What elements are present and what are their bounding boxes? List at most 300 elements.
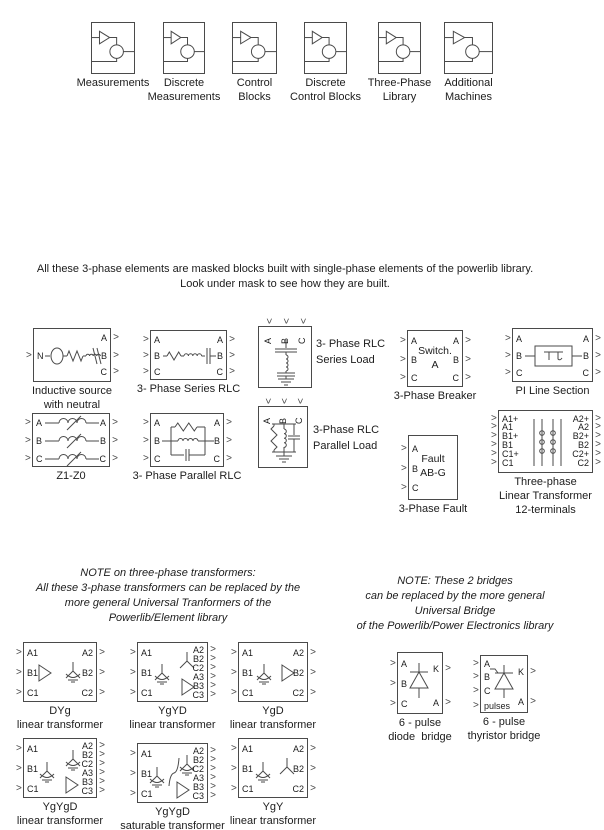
port-label: C (412, 483, 419, 493)
input-port-chevron-icon: > (390, 658, 396, 669)
input-port-chevron-icon: > (231, 687, 237, 698)
port-label: C (154, 367, 161, 377)
output-port-chevron-icon: > (210, 671, 216, 682)
block-six-pulse-diode-bridge[interactable] (390, 652, 451, 714)
block-label-line: PI Line Section (515, 385, 590, 397)
input-port-chevron-icon: > (400, 354, 406, 365)
top-input-port-chevron-icon: > (279, 318, 291, 324)
block-label-line: thyristor bridge (467, 730, 541, 742)
block-label-line: YgYgD (155, 806, 190, 818)
input-port-chevron-icon: > (231, 763, 237, 774)
block-label-line: 3- Phase RLC (316, 338, 386, 350)
port-label: B3 (192, 681, 204, 691)
note-line: NOTE on three-phase transformers: (80, 567, 256, 579)
input-port-chevron-icon: > (473, 700, 479, 711)
port-label: C (411, 373, 418, 383)
port-label: B (582, 351, 589, 361)
block-label-line: Discrete (305, 77, 346, 89)
block-ygd-linear-transformer[interactable] (231, 642, 316, 702)
note-line: can be replaced by the more general (365, 590, 545, 602)
port-label: A2 (81, 648, 93, 658)
block-label-line: Inductive source (31, 385, 113, 397)
input-port-chevron-icon: > (16, 763, 22, 774)
output-port-chevron-icon: > (99, 785, 105, 796)
input-port-chevron-icon: > (130, 667, 136, 678)
io-symbol (164, 23, 206, 75)
port-label: A2 (192, 746, 204, 756)
block-three-phase-fault[interactable] (401, 435, 458, 500)
input-port-chevron-icon: > (130, 788, 136, 799)
output-port-chevron-icon: > (310, 763, 316, 774)
port-label: C1 (242, 784, 254, 794)
port-label: B (36, 436, 43, 446)
intro-line-1: All these 3-phase elements are masked blocks built with single-phase elements of the powerlib library. (36, 263, 534, 275)
input-port-chevron-icon: > (16, 687, 22, 698)
top-input-port-chevron-icon: > (293, 398, 305, 404)
output-port-chevron-icon: > (595, 350, 601, 361)
block-label (394, 76, 544, 104)
port-label: A (100, 333, 107, 343)
port-label: A2 (292, 648, 304, 658)
input-port-chevron-icon: > (25, 435, 31, 446)
input-port-chevron-icon: > (473, 685, 479, 696)
output-port-chevron-icon: > (310, 667, 316, 678)
block-label-line: Series Load (316, 354, 375, 366)
port-label: A2 (292, 744, 304, 754)
block-label-line: Measurements (147, 91, 221, 103)
output-port-chevron-icon: > (595, 421, 601, 432)
port-label: A (263, 337, 273, 344)
port-label: C (100, 367, 107, 377)
port-label: C2 (81, 759, 93, 769)
io-symbol (445, 23, 494, 75)
port-label: B (516, 351, 523, 361)
input-port-chevron-icon: > (16, 667, 22, 678)
input-port-chevron-icon: > (16, 743, 22, 754)
block-label (198, 704, 348, 732)
output-port-chevron-icon: > (465, 335, 471, 346)
output-port-chevron-icon: > (210, 745, 216, 756)
output-port-chevron-icon: > (113, 366, 119, 377)
port-label: A (582, 334, 589, 344)
block-three-phase-linear-transformer-12-terminals[interactable] (491, 410, 601, 473)
port-label: C (582, 368, 589, 378)
block-library-control-blocks[interactable] (232, 22, 277, 74)
top-input-port-chevron-icon: > (296, 318, 308, 324)
input-port-chevron-icon: > (143, 366, 149, 377)
block-label-line: Machines (444, 91, 493, 103)
block-label (478, 384, 604, 398)
port-label: B (412, 464, 419, 474)
output-port-chevron-icon: > (210, 790, 216, 801)
block-label-line: linear transformer (16, 719, 104, 731)
port-label: C2 (81, 688, 93, 698)
port-label: B2 (292, 764, 304, 774)
top-input-port-chevron-icon: > (277, 398, 289, 404)
block-label-line: linear transformer (229, 815, 317, 827)
port-label: C (99, 454, 106, 464)
input-port-chevron-icon: > (143, 417, 149, 428)
block-label-line: YgYD (158, 705, 187, 717)
port-label: A2+ (572, 414, 589, 424)
block-label-line: 6 - pulse (398, 717, 442, 729)
input-port-chevron-icon: > (491, 439, 497, 450)
port-label: C2+ (572, 449, 589, 459)
port-label: C2 (192, 764, 204, 774)
block-label (429, 715, 579, 743)
output-port-chevron-icon: > (310, 783, 316, 794)
port-label: A (262, 417, 272, 424)
block-label-line: Parallel Load (313, 440, 378, 452)
input-port-chevron-icon: > (231, 667, 237, 678)
output-port-chevron-icon: > (99, 776, 105, 787)
input-port-chevron-icon: > (143, 350, 149, 361)
input-port-chevron-icon: > (401, 482, 407, 493)
block-label-line: Control Blocks (290, 91, 361, 103)
port-label: A3 (192, 773, 204, 783)
output-port-chevron-icon: > (210, 680, 216, 691)
output-port-chevron-icon: > (99, 740, 105, 751)
block-ygygd-linear-transformer[interactable] (16, 738, 105, 798)
input-port-chevron-icon: > (143, 435, 149, 446)
block-three-phase-parallel-rlc[interactable] (143, 413, 232, 467)
input-port-chevron-icon: > (505, 367, 511, 378)
block-library-discrete-control-blocks[interactable] (304, 22, 347, 74)
port-label: B (280, 337, 290, 344)
port-label: C1 (141, 688, 153, 698)
block-side-label (313, 422, 379, 454)
output-port-chevron-icon: > (99, 687, 105, 698)
output-port-chevron-icon: > (210, 662, 216, 673)
port-label: C (294, 417, 304, 424)
block-label-line: with neutral (43, 399, 101, 411)
block-label (198, 800, 348, 828)
block-label-line: 6 - pulse (482, 716, 526, 728)
block-six-pulse-thyristor-bridge[interactable] (473, 655, 536, 713)
block-label-line: DYg (49, 705, 71, 717)
block-label-line: 3- Phase Series RLC (136, 383, 241, 395)
port-label: B1 (502, 440, 514, 450)
block-three-phase-series-rlc[interactable] (143, 330, 235, 380)
output-port-chevron-icon: > (595, 333, 601, 344)
port-label: B1 (141, 668, 153, 678)
note-line: Powerlib/Element library (108, 612, 228, 624)
input-port-chevron-icon: > (16, 647, 22, 658)
port-label: A (213, 418, 220, 428)
port-label: C2 (577, 458, 589, 468)
output-port-chevron-icon: > (530, 666, 536, 677)
port-label: B (100, 351, 107, 361)
block-side-label (316, 336, 385, 368)
input-port-chevron-icon: > (400, 335, 406, 346)
block-library-discrete-measurements[interactable] (163, 22, 205, 74)
port-label: B1 (27, 668, 39, 678)
inner-text-line: Switch. (418, 345, 452, 357)
port-label: A (484, 659, 491, 669)
top-input-port-chevron-icon: > (262, 318, 274, 324)
input-port-chevron-icon: > (130, 687, 136, 698)
output-port-chevron-icon: > (310, 647, 316, 658)
output-port-chevron-icon: > (112, 435, 118, 446)
output-port-chevron-icon: > (210, 763, 216, 774)
block-three-phase-rlc-series-load[interactable] (258, 318, 312, 388)
port-label: A3 (192, 672, 204, 682)
block-library-three-phase-library[interactable] (378, 22, 421, 74)
output-port-chevron-icon: > (210, 772, 216, 783)
input-port-chevron-icon: > (16, 783, 22, 794)
block-ygy-linear-transformer[interactable] (231, 738, 316, 798)
port-label: A1 (141, 648, 153, 658)
output-port-chevron-icon: > (465, 354, 471, 365)
port-label: B (213, 436, 220, 446)
block-label-line: 3- Phase Parallel RLC (132, 470, 242, 482)
block-label-line: linear transformer (229, 719, 317, 731)
port-label: B1 (141, 769, 153, 779)
output-port-chevron-icon: > (445, 663, 451, 674)
input-port-chevron-icon: > (390, 698, 396, 709)
port-label: C2 (292, 688, 304, 698)
note-line: Universal Bridge (414, 605, 496, 617)
port-label: C1 (502, 458, 514, 468)
output-port-chevron-icon: > (210, 781, 216, 792)
port-label: C1 (27, 784, 39, 794)
input-port-chevron-icon: > (491, 448, 497, 459)
output-port-chevron-icon: > (595, 430, 601, 441)
inner-text-line: Fault (421, 453, 445, 465)
block-label-line: Control (236, 77, 273, 89)
port-label: A1 (27, 648, 39, 658)
port-label: A (99, 418, 106, 428)
output-port-chevron-icon: > (229, 334, 235, 345)
block-library-additional-machines[interactable] (444, 22, 493, 74)
port-label: B1 (242, 764, 254, 774)
port-label: C1 (27, 688, 39, 698)
port-label: B (401, 679, 408, 689)
output-port-chevron-icon: > (99, 749, 105, 760)
input-port-chevron-icon: > (505, 350, 511, 361)
port-label: B2 (292, 668, 304, 678)
block-label-line: linear transformer (16, 815, 104, 827)
block-label (114, 382, 264, 396)
port-label: A (154, 335, 161, 345)
block-inductive-source-with-neutral[interactable] (26, 328, 119, 382)
port-label: pulses (484, 701, 511, 711)
port-label: C (216, 367, 223, 377)
io-symbol (233, 23, 278, 75)
input-port-chevron-icon: > (26, 350, 32, 361)
port-label: C (297, 337, 307, 344)
port-label: A1 (502, 422, 514, 432)
block-label-line: YgY (262, 801, 284, 813)
block-ygyd-linear-transformer[interactable] (130, 642, 216, 702)
input-port-chevron-icon: > (143, 453, 149, 464)
input-port-chevron-icon: > (401, 443, 407, 454)
output-port-chevron-icon: > (99, 667, 105, 678)
io-symbol (305, 23, 348, 75)
output-port-chevron-icon: > (112, 417, 118, 428)
port-label: C2 (192, 663, 204, 673)
input-port-chevron-icon: > (130, 647, 136, 658)
input-port-chevron-icon: > (231, 783, 237, 794)
port-label: B2 (192, 654, 204, 664)
port-label: A (216, 335, 223, 345)
block-label-line: 3-Phase Breaker (393, 390, 477, 402)
output-port-chevron-icon: > (210, 689, 216, 700)
block-label-line: YgYgD (42, 801, 78, 813)
block-z1-z0[interactable] (25, 413, 118, 467)
port-label: B (411, 355, 418, 365)
port-label: B3 (192, 782, 204, 792)
block-label (112, 469, 262, 483)
port-label: A (401, 659, 408, 669)
output-port-chevron-icon: > (99, 758, 105, 769)
block-pi-line-section[interactable] (505, 328, 601, 382)
port-label: C (516, 368, 523, 378)
port-label: A (516, 334, 523, 344)
input-port-chevron-icon: > (143, 334, 149, 345)
bridges-note (330, 574, 580, 634)
input-port-chevron-icon: > (491, 421, 497, 432)
input-port-chevron-icon: > (130, 768, 136, 779)
top-input-port-chevron-icon: > (261, 398, 273, 404)
port-label: A3 (81, 768, 93, 778)
port-label: B2 (81, 668, 93, 678)
port-label: C3 (192, 690, 204, 700)
note-line: more general Universal Tranformers of the (64, 597, 272, 609)
output-port-chevron-icon: > (210, 653, 216, 664)
port-label: B (154, 436, 161, 446)
output-port-chevron-icon: > (113, 350, 119, 361)
block-label-line: YgD (262, 705, 284, 717)
block-library-measurements[interactable] (91, 22, 135, 74)
block-label-line: Additional (444, 77, 493, 89)
port-label: B (452, 355, 459, 365)
port-label: A1+ (502, 414, 519, 424)
io-symbol (92, 23, 136, 75)
input-port-chevron-icon: > (390, 678, 396, 689)
port-label: A (411, 336, 418, 346)
block-label-line: diode bridge (388, 731, 452, 743)
output-port-chevron-icon: > (595, 457, 601, 468)
port-label: C1 (242, 688, 254, 698)
port-label: B (154, 351, 161, 361)
output-port-chevron-icon: > (99, 647, 105, 658)
note-line: NOTE: These 2 bridges (397, 575, 513, 587)
output-port-chevron-icon: > (465, 372, 471, 383)
block-label-line: saturable transformer (120, 820, 225, 830)
output-port-chevron-icon: > (113, 332, 119, 343)
output-port-chevron-icon: > (595, 367, 601, 378)
output-port-chevron-icon: > (112, 453, 118, 464)
block-label-line: Z1-Z0 (56, 470, 86, 482)
port-label: B1+ (502, 431, 519, 441)
output-port-chevron-icon: > (595, 448, 601, 459)
output-port-chevron-icon: > (210, 644, 216, 655)
port-label: N (37, 351, 44, 361)
input-port-chevron-icon: > (231, 743, 237, 754)
port-label: B (484, 672, 491, 682)
block-label-line: Library (382, 91, 417, 103)
input-port-chevron-icon: > (473, 671, 479, 682)
block-label-line: Measurements (76, 77, 150, 89)
port-label: B1 (242, 668, 254, 678)
output-port-chevron-icon: > (226, 435, 232, 446)
port-label: C (154, 454, 161, 464)
port-label: A (412, 444, 419, 454)
input-port-chevron-icon: > (231, 647, 237, 658)
output-port-chevron-icon: > (310, 687, 316, 698)
note-line: of the Powerlib/Power Electronics library (356, 620, 554, 632)
block-label-line: Three-phase (514, 476, 577, 488)
block-label-line: 3-Phase Fault (398, 503, 468, 515)
input-port-chevron-icon: > (473, 658, 479, 669)
port-label: B2 (577, 440, 589, 450)
input-port-chevron-icon: > (491, 457, 497, 468)
port-label: B (99, 436, 106, 446)
output-port-chevron-icon: > (310, 743, 316, 754)
block-three-phase-rlc-parallel-load[interactable] (258, 398, 308, 468)
port-label: A2 (192, 645, 204, 655)
block-label-line: Blocks (238, 91, 271, 103)
port-label: C2 (292, 784, 304, 794)
port-label: B2 (192, 755, 204, 765)
port-label: A1 (27, 744, 39, 754)
port-label: C3 (81, 786, 93, 796)
port-label: A2 (81, 741, 93, 751)
block-label-line: Three-Phase (367, 77, 432, 89)
transformers-note (8, 566, 328, 626)
input-port-chevron-icon: > (25, 453, 31, 464)
block-dyg-linear-transformer[interactable] (16, 642, 105, 702)
intro-line-2: Look under mask to see how they are built. (180, 278, 390, 290)
block-ygygd-saturable-transformer[interactable] (130, 743, 216, 803)
port-label: C (213, 454, 220, 464)
port-label: A (452, 336, 459, 346)
port-label: C (36, 454, 43, 464)
port-label: B (216, 351, 223, 361)
input-port-chevron-icon: > (130, 748, 136, 759)
input-port-chevron-icon: > (25, 417, 31, 428)
block-three-phase-breaker[interactable] (400, 330, 471, 387)
inner-text-line: A (431, 359, 439, 371)
output-port-chevron-icon: > (229, 366, 235, 377)
output-port-chevron-icon: > (99, 767, 105, 778)
intro-note (0, 262, 570, 292)
port-label: C (401, 699, 408, 709)
input-port-chevron-icon: > (401, 463, 407, 474)
port-label: K (517, 667, 524, 677)
output-port-chevron-icon: > (595, 413, 601, 424)
port-label: A (432, 698, 439, 708)
output-port-chevron-icon: > (210, 754, 216, 765)
port-label: B1 (27, 764, 39, 774)
port-label: A (154, 418, 161, 428)
port-label: B2+ (572, 431, 589, 441)
block-label-line: 12-terminals (515, 504, 576, 516)
port-label: K (432, 664, 439, 674)
input-port-chevron-icon: > (400, 372, 406, 383)
block-label-line: Discrete (163, 77, 205, 89)
port-label: C1+ (502, 449, 519, 459)
port-label: A1 (141, 749, 153, 759)
block-label-line: Linear Transformer (499, 490, 592, 502)
inner-text-line: AB-G (420, 467, 446, 479)
output-port-chevron-icon: > (226, 453, 232, 464)
port-label: B2 (81, 750, 93, 760)
block-label (471, 475, 604, 517)
input-port-chevron-icon: > (505, 333, 511, 344)
port-label: A (517, 697, 524, 707)
